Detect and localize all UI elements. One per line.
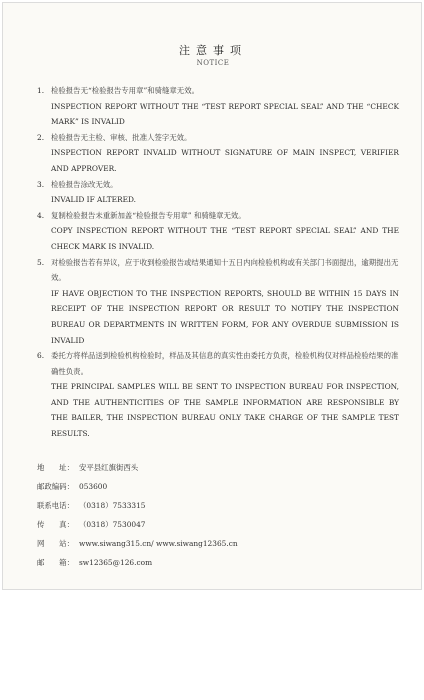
page-subtitle: NOTICE: [196, 59, 230, 67]
item-text-zh: 检验报告无主检、审核、批准人签字无效。: [51, 132, 192, 142]
contact-value: 安平县红旗街西头: [79, 463, 139, 472]
item-number: 4.: [37, 210, 45, 220]
notice-item-2: [37, 130, 399, 177]
notice-item-1: [37, 83, 399, 130]
notice-list: [37, 83, 399, 442]
item-number: 3.: [37, 179, 45, 189]
notice-item-4: [37, 208, 399, 255]
item-text-en: INSPECTION REPORT WITHOUT THE “TEST REPORT SPECIAL SEAL” AND THE “CHECK MARK” IS INVALID: [51, 101, 399, 127]
contact-value: www.siwang315.cn/ www.siwang12365.cn: [79, 539, 238, 548]
item-text-en: IF HAVE OBJECTION TO THE INSPECTION REPORTS, SHOULD BE WITHIN 15 DAYS IN RECEIPT OF THE INSPECTION REPORT OR RESULT TO NOTIFY THE INSPECTION BUREAU OR DEPARTMENTS IN WRITTEN FORM, FOR ANY OVERDUE SUBMISSION IS INVALID: [51, 288, 399, 345]
contact-value: （0318）7533315: [79, 501, 146, 510]
contact-value: （0318）7530047: [79, 520, 146, 529]
item-text-zh: 委托方将样品送到检验机构检验时，样品及其信息的真实性由委托方负责，检验机构仅对样品检验结果的准确性负责。: [51, 351, 399, 376]
page-title: 注意事项: [179, 44, 247, 57]
contact-label: 邮 箱：: [37, 558, 74, 567]
contact-phone: [37, 496, 399, 515]
item-text-zh: 复制检验报告未重新加盖“检验报告专用章” 和骑缝章无效。: [51, 210, 246, 220]
contact-label: 地 址：: [37, 463, 74, 472]
contact-postcode: [37, 477, 399, 496]
contact-label: 网 站：: [37, 539, 74, 548]
item-number: 1.: [37, 86, 45, 95]
item-text-en: INSPECTION REPORT INVALID WITHOUT SIGNATURE OF MAIN INSPECT, VERIFIER AND APPROVER.: [51, 148, 399, 173]
document-page: [2, 2, 422, 590]
item-text-en: COPY INSPECTION REPORT WITHOUT THE “TEST REPORT SPECIAL SEAL” AND THE CHECK MARK IS INVALID.: [51, 226, 399, 251]
item-text-en: INVALID IF ALTERED.: [51, 195, 136, 205]
contact-value: sw12365@126.com: [79, 558, 153, 567]
notice-item-3: [37, 177, 399, 208]
notice-item-5: [37, 255, 399, 349]
contact-label: 邮政编码：: [37, 482, 74, 491]
item-number: 5.: [37, 257, 45, 267]
contact-info: [37, 458, 399, 572]
contact-label: 联系电话：: [37, 501, 74, 510]
contact-email: [37, 553, 399, 572]
contact-value: 053600: [79, 482, 108, 491]
item-text-en: THE PRINCIPAL SAMPLES WILL BE SENT TO INSPECTION BUREAU FOR INSPECTION, AND THE AUTHENTICITIES OF THE SAMPLE INFORMATION ARE RESPONSIBLE BY THE BAILER, THE INSPECTION BUREAU ONLY TAKE CHARGE OF THE SAMPLE TEST RESULTS.: [51, 382, 399, 439]
item-number: 2.: [37, 132, 45, 142]
contact-website: [37, 534, 399, 553]
notice-item-6: [37, 348, 399, 442]
contact-address: [37, 458, 399, 477]
item-text-zh: 检验报告无“检验报告专用章”和骑缝章无效。: [51, 86, 199, 95]
item-text-zh: 对检验报告若有异议，应于收到检验报告或结果通知十五日内向检验机构或有关部门书面提出，逾期提出无效。: [51, 257, 399, 283]
item-number: 6.: [37, 351, 45, 361]
contact-label: 传 真：: [37, 520, 74, 529]
contact-fax: [37, 515, 399, 534]
item-text-zh: 检验报告涂改无效。: [51, 179, 118, 189]
